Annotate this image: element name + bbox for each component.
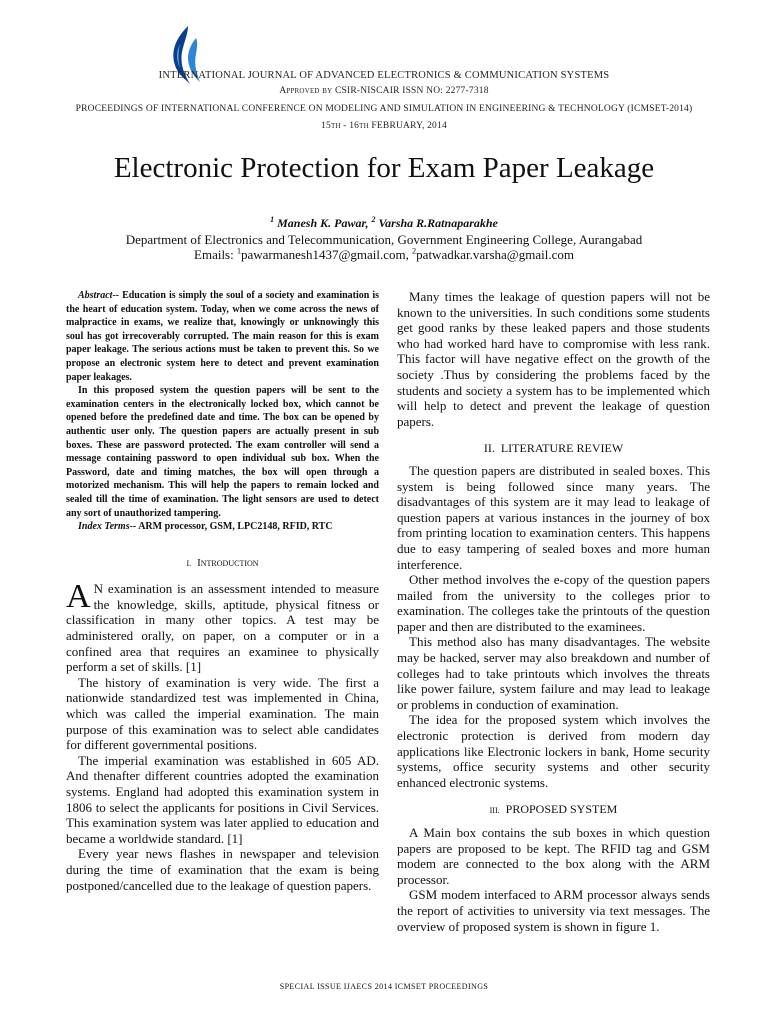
section-number: II. (483, 441, 495, 456)
abstract-lead: Abstract-- (78, 290, 120, 301)
index-terms (66, 520, 379, 534)
email2-sup: 2 (412, 246, 417, 256)
abstract-text-1: Education is simply the soul of a society and examination is the heart of education system. Today, when we come across the news of malpractice in exams, we realize that, knowingly or unknowingly this soul has got irrecoverably corrupted. The main reason for this is exam paper leakage. The serious actions must be taken to prevent this. So we propose an electronic system here to detect and prevent examination paper leakages. (66, 290, 379, 383)
section-title: Introduction (197, 556, 259, 569)
journal-name: INTERNATIONAL JOURNAL OF ADVANCED ELECTRONICS & COMMUNICATION SYSTEMS (158, 70, 610, 81)
literature-paragraph-3: This method also has many disadvantages. The website may be hacked, server may also breakdown and number of colleges had to take printouts which involves the threats like power failure, system failure and may lead to leakage or problems in conduction of examination. (397, 634, 710, 712)
approval-line: Approved by CSIR-NISCAIR ISSN NO: 2277-7318 (279, 86, 489, 96)
literature-paragraph-4: The idea for the proposed system which involves the electronic protection is derived from modern day applications like Electronic lockers in bank, Home security systems, office security systems and other security enhanced electronic systems. (397, 712, 710, 790)
intro-text-1: N examination is an assessment intended to measure the knowledge, skills, aptitude, physical fitness or classification in many other topics. A test may be administered orally, on paper, on a computer or in a confined area that requires an examinee to physically perform a set of skills. [1] (66, 581, 379, 675)
author2-sup: 2 (371, 215, 376, 224)
page-footer: SPECIAL ISSUE IJAECS 2014 ICMSET PROCEEDINGS (279, 982, 489, 991)
intro-paragraph-1 (66, 578, 379, 675)
section-title: PROPOSED SYSTEM (505, 802, 618, 817)
proposed-paragraph-1: A Main box contains the sub boxes in which question papers are proposed to be kept. The RFID tag and GSM modem are connected to the box along with the ARM processor. (397, 825, 710, 887)
intro-paragraph-4: Every year news flashes in newspaper and television during the time of examination that the exam is being postponed/cancelled due to the leakage of question papers. (66, 846, 379, 893)
literature-paragraph-2: Other method involves the e-copy of the question papers mailed from the university to the colleges prior to examination. The colleges take the printouts of the question paper and then are distributed to the examinees. (397, 572, 710, 634)
author2: Varsha R.Ratnaparakhe (375, 216, 498, 230)
index-terms-lead: Index Terms-- (78, 521, 137, 533)
body-paragraph-1: Many times the leakage of question papers will not be known to the universities. In such conditions some students get good ranks by these leaked papers and those students who had worked hard have to compromise with less rank. This factor will have negative effect on the growth of the society .Thus by considering the problems faced by the students and society a system has to be implemented which will help to detect and prevent the leakage of question papers. (397, 289, 710, 429)
author1-sup: 1 (270, 215, 275, 224)
emails-prefix: Emails: (194, 247, 237, 262)
intro-paragraph-3: The imperial examination was established in 605 AD. And thenafter different countries adopted the examination systems. England had adopted this examination system in 1806 to select the applicants for positions in Civil Services. This examination system was later applied to education and became a worldwide standard. [1] (66, 752, 379, 846)
email2: patwadkar.varsha@gmail.com (416, 247, 574, 262)
proceedings-line: PROCEEDINGS OF INTERNATIONAL CONFERENCE ON MODELING AND SIMULATION IN ENGINEERING & TECHNOLOGY (ICMSET-2014) (75, 104, 693, 114)
section-heading-introduction (66, 556, 379, 572)
abstract-paragraph-2: In this proposed system the question papers will be sent to the examination centers in the electronically locked box, which cannot be opened before the predefined date and time. The box can be opened by authentic user only. The question papers are actually present in sub boxes. These are password protected. The exam controller will send a message containing password to open individual sub box. When the Password, date and timing matches, the box will open through a motorized mechanism. This will help the papers to remain locked and sealed till the time of examination. The light sensors are used to detect any sort of unauthorized tampering. (66, 385, 379, 519)
affiliation: Department of Electronics and Telecommunication, Government Engineering College, Aurangabad (125, 232, 643, 247)
index-terms-text: ARM processor, GSM, LPC2148, RFID, RTC (136, 521, 333, 533)
conference-dates: 15th - 16th FEBRUARY, 2014 (321, 121, 447, 131)
authors (0, 216, 768, 231)
right-column (397, 289, 710, 934)
section-number: III. (489, 806, 500, 816)
author1: Manesh K. Pawar, (274, 216, 372, 230)
abstract-paragraph-1 (66, 289, 379, 384)
emails (0, 247, 768, 263)
proposed-paragraph-2: GSM modem interfaced to ARM processor always sends the report of activities to university via text messages. The overview of proposed system is shown in figure 1. (397, 887, 710, 934)
drop-cap: A (66, 578, 91, 616)
email1: pawarmanesh1437@gmail.com, (240, 247, 413, 262)
section-number: I. (186, 558, 192, 568)
section-heading-literature-review (397, 441, 710, 457)
paper-title: Electronic Protection for Exam Paper Leakage (113, 152, 655, 184)
abstract (66, 289, 379, 520)
intro-paragraph-2: The history of examination is very wide. The first a nationwide standardized test was implemented in China, which was called the imperial examination. The main purpose of this examination was to select able candidates for different governmental positions. (66, 674, 379, 753)
section-heading-proposed-system (397, 802, 710, 819)
email1-sup: 1 (236, 246, 241, 256)
literature-paragraph-1: The question papers are distributed in sealed boxes. This system is being followed since many years. The disadvantages of this system are it may lead to leakage of question papers at various instances in the journey of box from printing location to examination centers. This happens due to easy tampering of sealed boxes and more human interference. (397, 462, 710, 572)
left-column (66, 289, 379, 893)
section-title: LITERATURE REVIEW (500, 441, 624, 456)
